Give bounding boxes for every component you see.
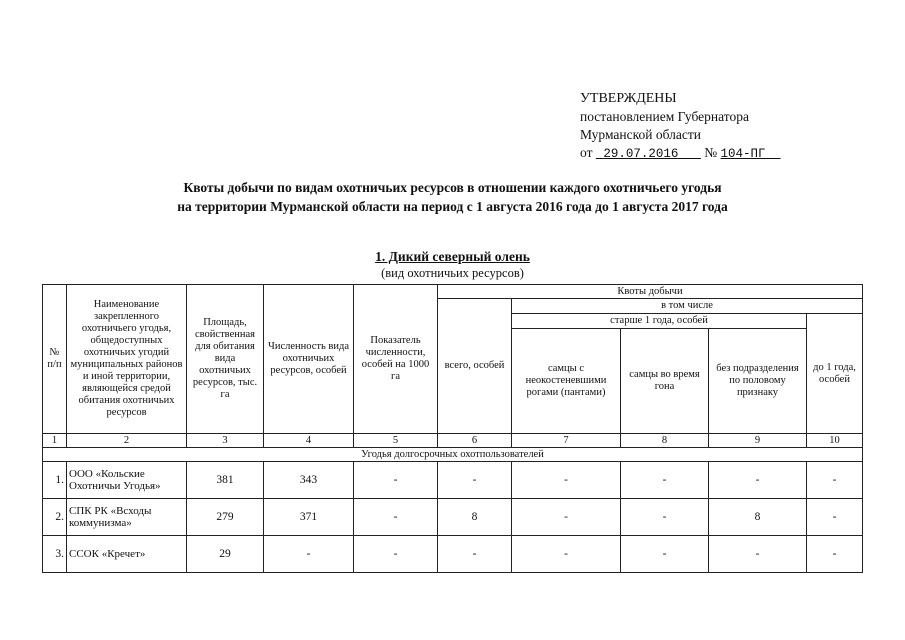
document-title-line-1: Квоты добычи по видам охотничьих ресурсов в отношении каждого охотничьего угодья (183, 180, 722, 195)
header-no-sex: без подразделения по половому признаку (709, 329, 807, 434)
approval-date: 29.07.2016 (603, 147, 679, 161)
row-males-rut: - (621, 462, 709, 499)
column-number: 10 (807, 434, 863, 448)
approval-region: Мурманской области (580, 127, 701, 142)
approval-from-label: от (580, 145, 593, 160)
approval-signature-line (580, 144, 781, 163)
table-row (43, 499, 863, 536)
section-heading (0, 249, 905, 281)
row-organization: СПК РК «Всходы коммунизма» (67, 499, 187, 536)
header-males-rut: самцы во время гона (621, 329, 709, 434)
row-number: 3. (43, 536, 67, 573)
row-males-velvet: - (512, 536, 621, 573)
column-number: 3 (187, 434, 264, 448)
column-number: 2 (67, 434, 187, 448)
quota-table (42, 284, 863, 573)
group-label: Угодья долгосрочных охотпользователей (43, 448, 863, 462)
column-number: 6 (438, 434, 512, 448)
column-number: 4 (264, 434, 354, 448)
column-number: 1 (43, 434, 67, 448)
species-subtitle: (вид охотничьих ресурсов) (381, 266, 524, 280)
header-total: всего, особей (438, 299, 512, 434)
header-name: Наименование закрепленного охотничьего угодья, общедоступных охотничьих угодий муниципальных районов и иной территории, являющейся средой обитания охотничьих ресурсов (67, 285, 187, 434)
row-number: 1. (43, 462, 67, 499)
row-males-rut: - (621, 499, 709, 536)
row-young: - (807, 499, 863, 536)
column-number: 9 (709, 434, 807, 448)
approval-heading: УТВЕРЖДЕНЫ (580, 91, 677, 106)
row-area: 279 (187, 499, 264, 536)
row-density: - (354, 462, 438, 499)
header-area: Площадь, свойственная для обитания вида охотничьих ресурсов, тыс. га (187, 285, 264, 434)
document-title-line-2: на территории Мурманской области на период с 1 августа 2016 года до 1 августа 2017 года (177, 199, 728, 214)
species-name: 1. Дикий северный олень (375, 249, 530, 264)
row-no-sex: - (709, 462, 807, 499)
row-total: - (438, 536, 512, 573)
row-area: 381 (187, 462, 264, 499)
column-number: 8 (621, 434, 709, 448)
row-area: 29 (187, 536, 264, 573)
column-number: 7 (512, 434, 621, 448)
approval-authority: постановлением Губернатора (580, 109, 749, 124)
row-total: - (438, 462, 512, 499)
row-total: 8 (438, 499, 512, 536)
row-density: - (354, 499, 438, 536)
document-title (0, 178, 905, 216)
header-young: до 1 года, особей (807, 314, 863, 434)
header-males-velvet: самцы с неокостеневшими рогами (пантами) (512, 329, 621, 434)
table-row (43, 536, 863, 573)
row-population: - (264, 536, 354, 573)
row-young: - (807, 536, 863, 573)
row-population: 343 (264, 462, 354, 499)
header-no: № п/п (43, 285, 67, 434)
row-males-velvet: - (512, 499, 621, 536)
row-males-rut: - (621, 536, 709, 573)
table-row (43, 462, 863, 499)
approval-number-label: № (704, 145, 718, 160)
header-population: Численность вида охотничьих ресурсов, особей (264, 285, 354, 434)
row-no-sex: - (709, 536, 807, 573)
column-numbers-row (43, 434, 863, 448)
header-density: Показатель численности, особей на 1000 га (354, 285, 438, 434)
header-older: старше 1 года, особей (512, 314, 807, 329)
row-organization: ССОК «Кречет» (67, 536, 187, 573)
row-organization: ООО «Кольские Охотничьи Угодья» (67, 462, 187, 499)
row-no-sex: 8 (709, 499, 807, 536)
row-population: 371 (264, 499, 354, 536)
approval-block (580, 90, 781, 163)
row-males-velvet: - (512, 462, 621, 499)
header-quota: Квоты добычи (438, 285, 863, 299)
row-number: 2. (43, 499, 67, 536)
approval-number: 104-ПГ (720, 147, 766, 161)
group-row (43, 448, 863, 462)
column-number: 5 (354, 434, 438, 448)
row-young: - (807, 462, 863, 499)
row-density: - (354, 536, 438, 573)
header-including: в том числе (512, 299, 863, 314)
